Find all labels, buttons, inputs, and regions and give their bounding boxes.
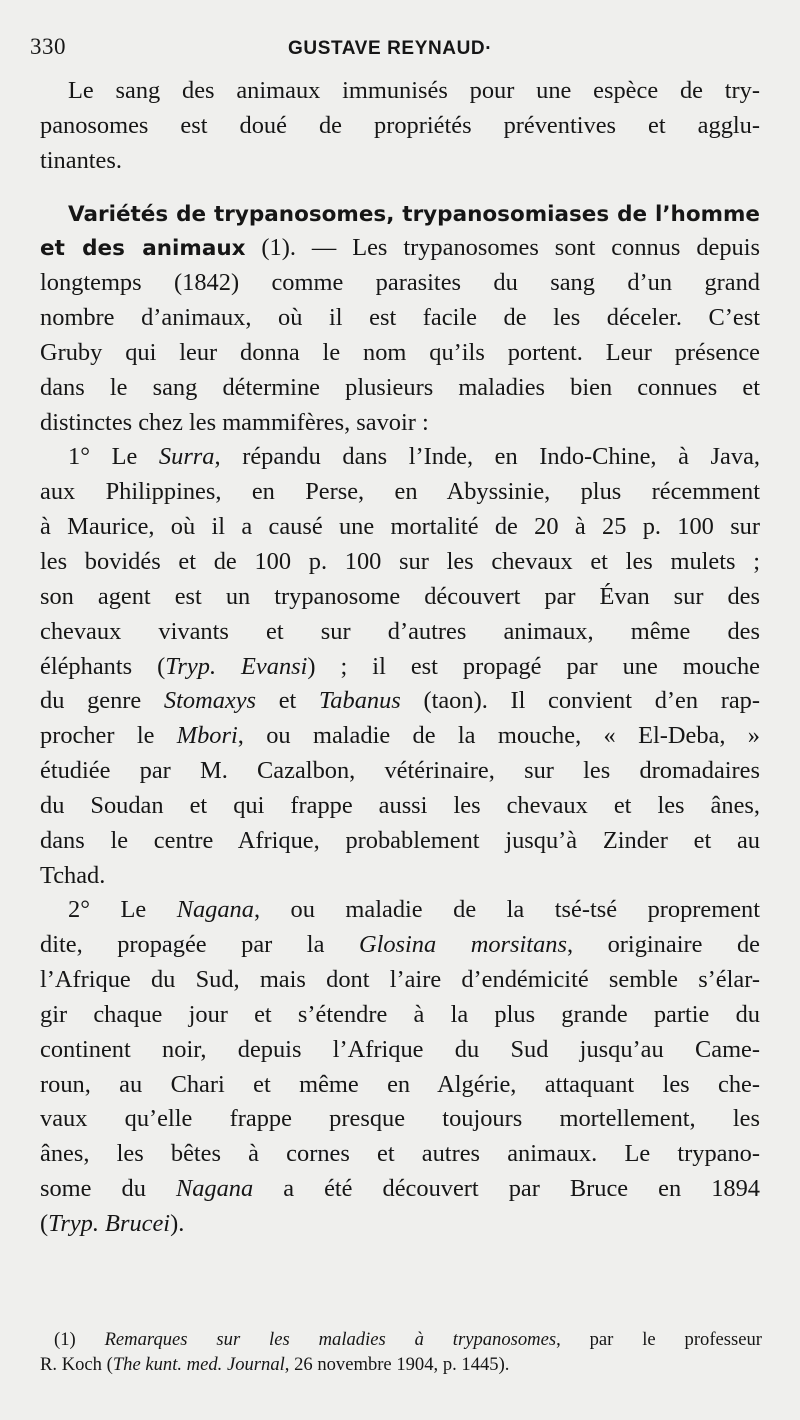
text-run: (1) xyxy=(54,1329,105,1350)
section-heading-text: Variétés de trypanosomes, trypanosomiases de l’homme xyxy=(68,201,760,227)
page-header xyxy=(30,34,770,68)
surra-line: les bovidés et de 100 p. 100 sur les chevaux et les mulets ; xyxy=(40,547,760,575)
surra-line: du Soudan et qui frappe aussi les chevaux et les ânes, xyxy=(40,791,760,819)
nagana-line xyxy=(40,893,760,928)
text-run: et xyxy=(256,687,319,715)
surra-line: à Maurice, où il a causé une mortalité de 20 à 25 p. 100 sur xyxy=(40,513,760,541)
text-run: éléphants ( xyxy=(40,652,166,680)
italic-run: Mbori xyxy=(176,722,238,750)
surra-line: étudiée par M. Cazalbon, vétérinaire, sur les dromadaires xyxy=(40,757,760,785)
section-line: longtemps (1842) comme parasites du sang d’un grand xyxy=(40,269,760,297)
surra-line: dans le centre Afrique, probablement jusqu’à Zinder et au xyxy=(40,826,760,854)
nagana-line: vaux qu’elle frappe presque toujours mortellement, les xyxy=(40,1105,760,1133)
italic-run: The kunt. med. Journal xyxy=(112,1353,285,1375)
text-run: ). xyxy=(170,1210,185,1237)
text-run: dite, propagée par la xyxy=(40,931,359,959)
text-run: du genre xyxy=(40,687,164,715)
text-run: , 26 novembre 1904, p. 1445). xyxy=(284,1353,510,1375)
footnote xyxy=(40,1328,762,1377)
text-run: some du xyxy=(40,1175,176,1203)
section-line: distinctes chez les mammifères, savoir : xyxy=(40,408,429,436)
text-run: R. Koch ( xyxy=(40,1353,113,1375)
section-line: Gruby qui leur donna le nom qu’ils portent. Leur présence xyxy=(40,338,760,366)
nagana-line xyxy=(40,928,760,963)
surra-line xyxy=(40,440,760,475)
text-run: 2° Le xyxy=(68,896,177,924)
surra-line xyxy=(40,719,760,754)
surra-line xyxy=(40,684,760,719)
nagana-line xyxy=(40,1207,760,1242)
section-heading-tail: (1). — Les trypanosomes sont connus depuis xyxy=(245,234,761,262)
text-run: , ou maladie de la tsé-tsé proprement xyxy=(253,896,760,924)
italic-run: Remarques sur les maladies à trypanosomes xyxy=(104,1329,557,1350)
text-run: procher le xyxy=(40,722,177,750)
surra-line: son agent est un trypanosome découvert par Évan sur des xyxy=(40,582,760,610)
text-run: a été découvert par Bruce en 1894 xyxy=(253,1175,760,1203)
nagana-line xyxy=(40,1172,760,1207)
page-number: 330 xyxy=(30,34,66,59)
surra-line: aux Philippines, en Perse, en Abyssinie, plus récemment xyxy=(40,478,760,506)
italic-run: Stomaxys xyxy=(163,687,257,715)
italic-run: Nagana xyxy=(175,1175,254,1203)
section-line xyxy=(40,231,760,266)
text-run: , répandu dans l’Inde, en Indo-Chine, à Java, xyxy=(214,443,760,471)
paragraph-line: tinantes. xyxy=(40,146,122,174)
nagana-line: continent noir, depuis l’Afrique du Sud jusqu’au Came- xyxy=(40,1035,760,1063)
text-run: (taon). Il convient d’en rap- xyxy=(400,687,760,715)
italic-run: Nagana xyxy=(176,896,254,924)
footnote-line xyxy=(40,1328,762,1353)
nagana-line: ânes, les bêtes à cornes et autres animaux. Le trypano- xyxy=(40,1140,760,1168)
section-line: nombre d’animaux, où il est facile de les déceler. C’est xyxy=(40,304,760,332)
footnote-line xyxy=(40,1353,762,1378)
section-line: dans le sang détermine plusieurs maladies bien connues et xyxy=(40,373,760,401)
surra-line xyxy=(40,650,760,685)
nagana-line: l’Afrique du Sud, mais dont l’aire d’endémicité semble s’élar- xyxy=(40,966,760,994)
italic-run: Tryp. Evansi xyxy=(165,652,308,680)
section-heading xyxy=(40,197,760,232)
surra-line: chevaux vivants et sur d’autres animaux, même des xyxy=(40,617,760,645)
surra-line: Tchad. xyxy=(40,861,106,889)
paragraph-line: panosomes est doué de propriétés préventives et agglu- xyxy=(40,111,760,139)
nagana-line: gir chaque jour et s’étendre à la plus grande partie du xyxy=(40,1000,760,1028)
italic-run: Surra xyxy=(158,443,215,471)
text-run: 1° Le xyxy=(68,443,159,471)
paragraph-gap xyxy=(40,179,760,197)
paragraph-line: Le sang des animaux immunisés pour une espèce de try- xyxy=(68,77,760,104)
text-run: , par le professeur xyxy=(556,1329,762,1350)
body-text xyxy=(40,74,760,1242)
text-run: , ou maladie de la mouche, « El-Deba, » xyxy=(237,722,760,750)
section-heading-text-2: et des animaux xyxy=(40,236,246,262)
italic-run: Tryp. Brucei xyxy=(48,1210,171,1237)
text-run: ( xyxy=(40,1210,49,1237)
text-run: ) ; il est propagé par une mouche xyxy=(307,652,760,680)
italic-run: Tabanus xyxy=(318,687,401,715)
nagana-line: roun, au Chari et même en Algérie, attaquant les che- xyxy=(40,1070,760,1098)
running-head: GUSTAVE REYNAUD· xyxy=(288,38,493,59)
italic-run: Glosina morsitans xyxy=(358,931,567,959)
text-run: , originaire de xyxy=(566,931,760,959)
